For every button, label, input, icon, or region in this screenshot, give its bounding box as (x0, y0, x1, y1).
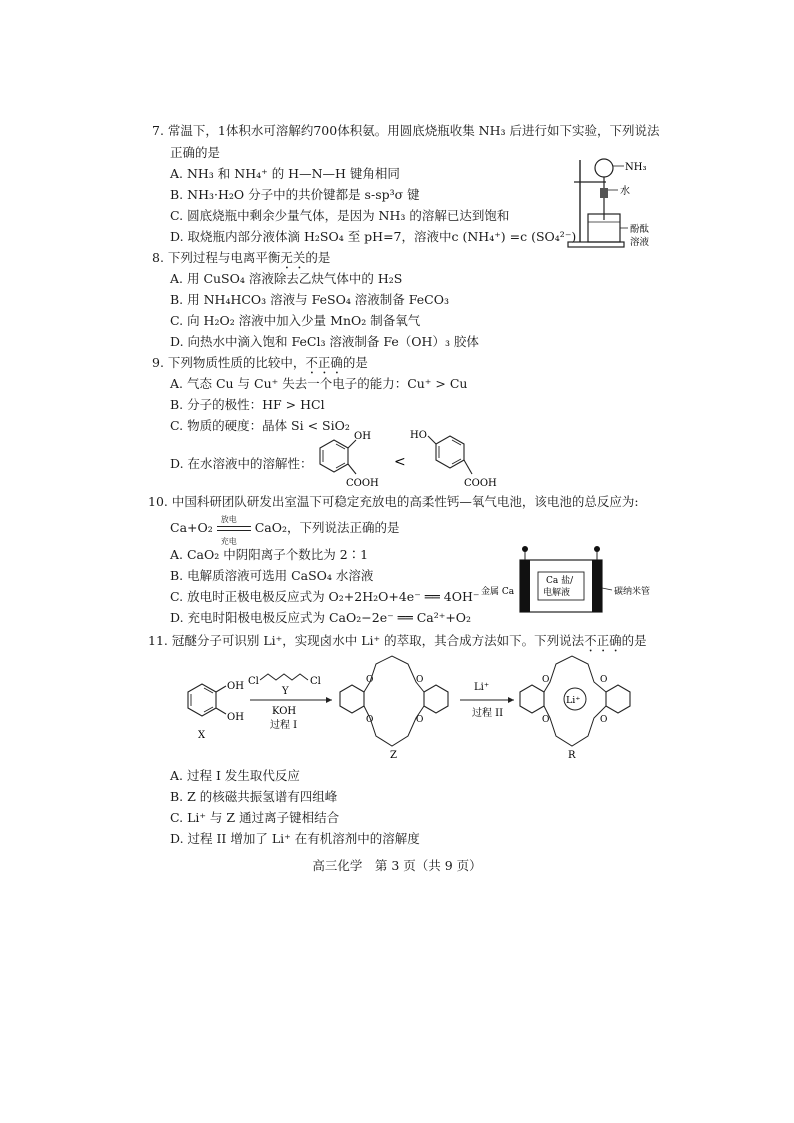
svg-text:KOH: KOH (272, 706, 297, 717)
label-water: 水 (620, 186, 630, 197)
svg-text:O: O (416, 715, 424, 725)
svg-text:O: O (600, 675, 608, 685)
svg-text:O: O (366, 715, 374, 725)
label-r: R (568, 750, 576, 761)
calcium-electrode (520, 560, 530, 612)
label-metal-ca: 金属 Ca (481, 587, 515, 597)
svg-text:COOH: COOH (346, 478, 379, 489)
salicylic-acid-structure (320, 431, 379, 489)
carbon-nanotube-electrode (592, 560, 602, 612)
q7-option-a: A. NH₃ 和 NH₄⁺ 的 H—N—H 键角相同 (170, 166, 400, 181)
q9-option-d: D. 在水溶液中的溶解性： (170, 456, 313, 471)
terminal-right (594, 546, 600, 552)
q11-option-c: C. Li⁺ 与 Z 通过离子键相结合 (170, 810, 340, 825)
svg-text:O: O (542, 675, 550, 685)
label-nh3: NH₃ (625, 162, 647, 173)
terminal-left (522, 546, 528, 552)
q11-option-a: A. 过程 I 发生取代反应 (170, 768, 300, 783)
q10-option-b: B. 电解质溶液可选用 CaSO₄ 水溶液 (170, 568, 374, 583)
round-flask (595, 159, 613, 177)
compound-r (520, 656, 630, 761)
process-2-arrow (460, 682, 514, 719)
q7-option-c: C. 圆底烧瓶中剩余少量气体，是因为 NH₃ 的溶解已达到饱和 (170, 208, 510, 223)
less-than-sign: < (394, 454, 406, 470)
q9-structures-figure (300, 430, 500, 490)
dropper (600, 188, 608, 198)
q8-option-b: B. 用 NH₄HCO₃ 溶液与 FeSO₄ 溶液制备 FeCO₃ (170, 292, 449, 307)
process-1-arrow (248, 674, 332, 731)
q10-option-d: D. 充电时阳极电极反应式为 CaO₂−2e⁻ ══ Ca²⁺+O₂ (170, 610, 472, 625)
label-phenolphthalein: 酚酞 (630, 224, 650, 235)
svg-text:过程 II: 过程 II (472, 708, 504, 719)
q7-stem-line1: 7. 常温下，1体积水可溶解约700体积氨。用圆底烧瓶收集 NH₃ 后进行如下实验，下列说法 (152, 123, 660, 138)
label-y: Y (282, 686, 289, 697)
q10-option-c: C. 放电时正极电极反应式为 O₂+2H₂O+4e⁻ ══ 4OH⁻ (170, 589, 480, 604)
q11-emphasis: 不正确 (584, 633, 622, 648)
svg-text:COOH: COOH (464, 478, 497, 489)
q9-option-b: B. 分子的极性：HF > HCl (170, 397, 325, 412)
label-solution: 溶液 (630, 237, 650, 248)
q7-option-d: D. 取烧瓶内部分液体滴 H₂SO₄ 至 pH=7，溶液中c (NH₄⁺) =c (SO₄²⁻) (170, 229, 577, 244)
q7-option-b: B. NH₃·H₂O 分子中的共价键都是 s-sp³σ 键 (170, 187, 420, 202)
q8-option-a: A. 用 CuSO₄ 溶液除去乙炔气体中的 H₂S (170, 271, 403, 286)
q11-option-d: D. 过程 II 增加了 Li⁺ 在有机溶剂中的溶解度 (170, 831, 420, 846)
q9-stem: 9. 下列物质性质的比较中，不正确的是 (152, 355, 368, 370)
svg-text:OH: OH (354, 431, 371, 442)
reversible-arrow: 放电 充电 (217, 521, 251, 537)
p-hydroxybenzoic-acid-structure (410, 430, 497, 489)
label-x: X (198, 730, 206, 741)
q10-stem: 10. 中国科研团队研发出室温下可稳定充放电的高柔性钙—氧气电池，该电池的总反应为: (148, 494, 639, 509)
svg-text:Li⁺: Li⁺ (474, 682, 490, 693)
q9-emphasis: 不正确 (305, 355, 343, 370)
svg-text:O: O (416, 675, 424, 685)
q11-synthesis-scheme (176, 652, 646, 762)
svg-text:OH: OH (227, 681, 244, 692)
q9-option-a: A. 气态 Cu 与 Cu⁺ 失去一个电子的能力：Cu⁺ > Cu (170, 376, 468, 391)
q8-option-c: C. 向 H₂O₂ 溶液中加入少量 MnO₂ 制备氧气 (170, 313, 421, 328)
svg-text:OH: OH (227, 712, 244, 723)
svg-text:Cl: Cl (310, 676, 321, 687)
svg-text:O: O (542, 715, 550, 725)
svg-text:O: O (600, 715, 608, 725)
svg-text:O: O (366, 675, 374, 685)
q7-stem-line2: 正确的是 (170, 145, 221, 160)
q10-equation: Ca+O₂ 放电 充电 CaO₂，下列说法正确的是 (170, 514, 400, 546)
compound-x (188, 681, 244, 741)
q11-stem: 11. 冠醚分子可识别 Li⁺，实现卤水中 Li⁺ 的萃取，其合成方法如下。下列说法不正确的是 (148, 633, 647, 648)
q11-option-b: B. Z 的核磁共振氢谱有四组峰 (170, 789, 338, 804)
stand-base (568, 242, 624, 247)
label-carbon-nanotube: 碳纳米管 (614, 587, 651, 597)
compound-z (340, 656, 448, 761)
svg-text:HO: HO (410, 430, 427, 441)
label-z: Z (390, 750, 397, 761)
q8-emphasis: 无关 (280, 250, 306, 265)
svg-text:Li⁺: Li⁺ (566, 695, 581, 706)
q10-battery-figure (478, 544, 658, 624)
page-footer: 高三化学 第 3 页（共 9 页） (312, 858, 482, 873)
svg-text:Ca 盐/: Ca 盐/ (546, 576, 574, 586)
svg-text:电解液: 电解液 (543, 588, 571, 598)
q9-option-c: C. 物质的硬度：晶体 Si < SiO₂ (170, 418, 350, 433)
svg-text:Cl: Cl (248, 676, 259, 687)
q8-option-d: D. 向热水中滴入饱和 FeCl₃ 溶液制备 Fe（OH）₃ 胶体 (170, 334, 479, 349)
q8-stem: 8. 下列过程与电离平衡无关的是 (152, 250, 331, 265)
q7-apparatus-figure (560, 152, 672, 252)
svg-text:过程 I: 过程 I (270, 720, 298, 731)
q10-option-a: A. CaO₂ 中阴阳离子个数比为 2∶1 (170, 547, 369, 562)
